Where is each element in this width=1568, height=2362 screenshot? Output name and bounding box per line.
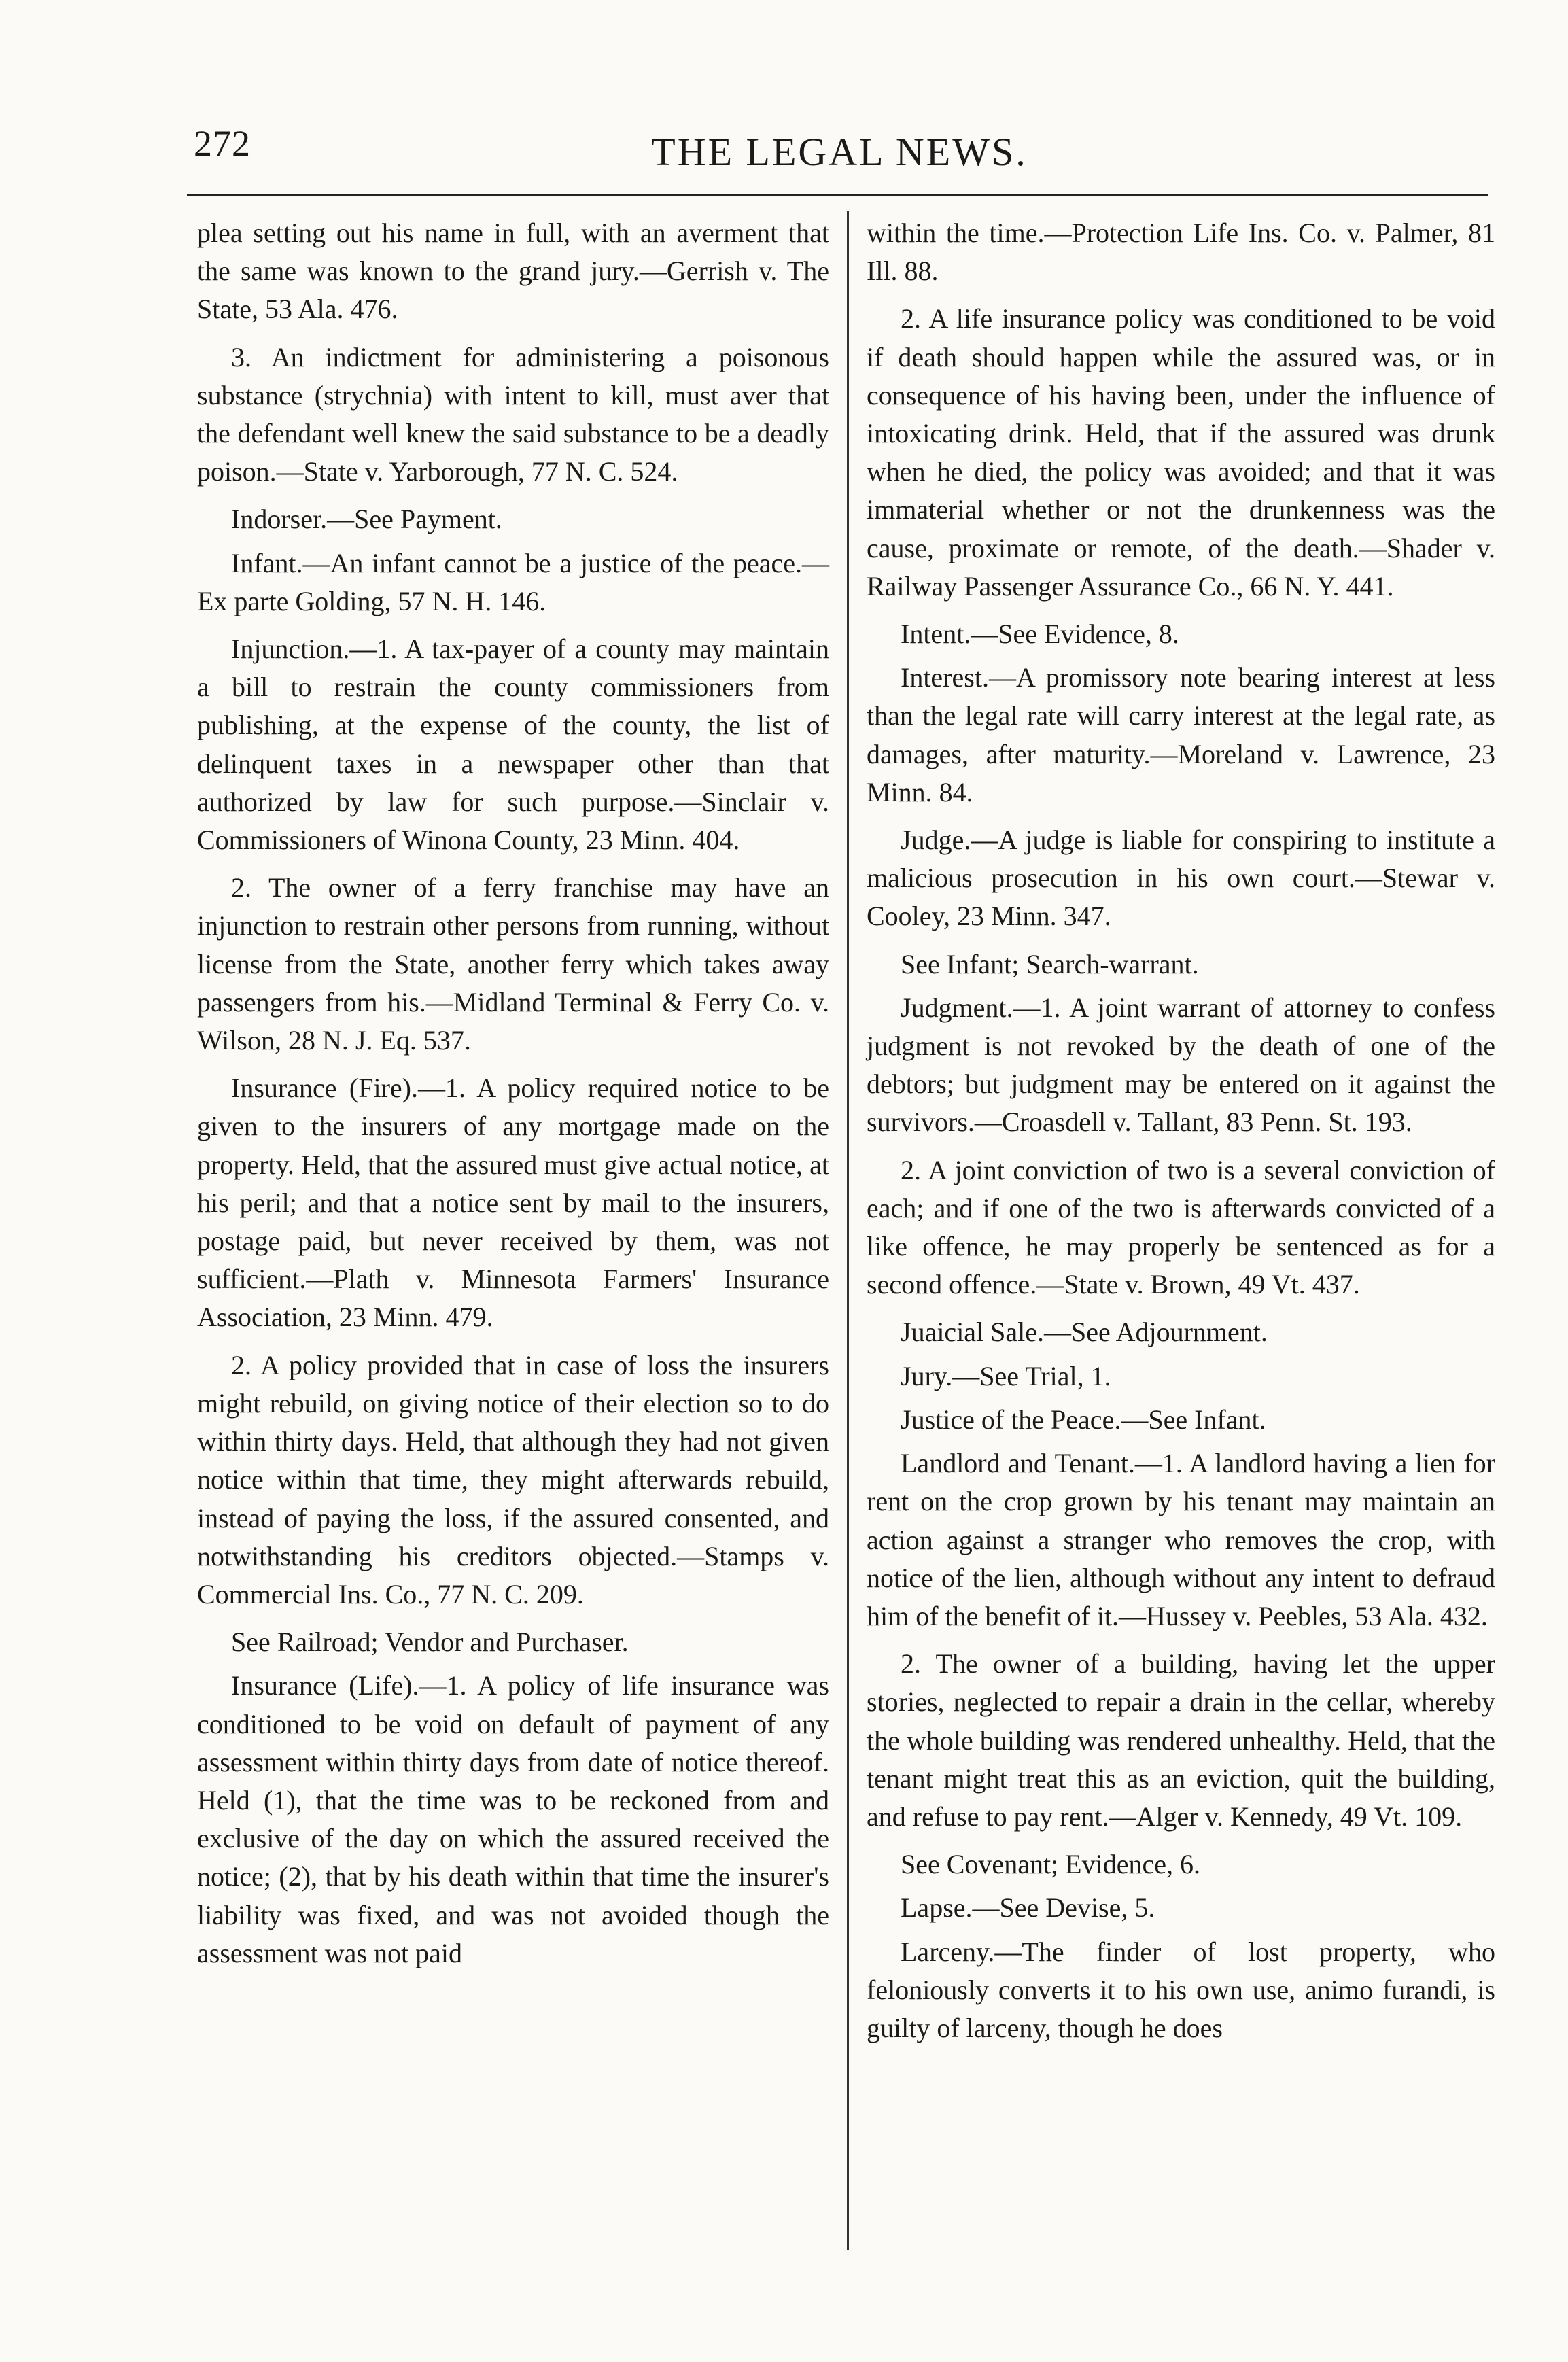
cross-reference: Lapse.—See Devise, 5. [901, 1892, 1155, 1924]
journal-title: THE LEGAL NEWS. [651, 130, 1028, 174]
cross-reference: Jury.—See Trial, 1. [901, 1360, 1111, 1391]
digest-entry: 2. The owner of a ferry franchise may have an injunction to restrain other persons from running, without license from the State, another ferry which takes away passengers from his.—Midland Terminal & Ferry Co. v. Wilson, 28 N. J. Eq. 537. [197, 872, 829, 1056]
digest-entry: Insurance (Fire).—1. A policy required notice to be given to the insurers of any mortgage made on the property. Held, that the assured must give actual notice, at his peril; and that a notice sent by mail to the insurers, postage paid, but never received by them, was not sufficient.—Plath v. Minnesota Farmers' Insurance Association, 23 Minn. 479. [197, 1073, 829, 1333]
cross-reference: See Infant; Search-warrant. [901, 948, 1199, 979]
cross-reference: See Railroad; Vendor and Purchaser. [231, 1627, 629, 1658]
left-column [197, 214, 829, 1982]
digest-entry: Insurance (Life).—1. A policy of life insurance was conditioned to be void on default of payment of any assessment within thirty days from date of notice thereof. Held (1), that the time was to be reckoned from and exclusive of the day on which the assured received the notice; (2), that by his death within that time the insurer's liability was fixed, and was not avoided though the assessment was not paid [197, 1670, 829, 1968]
column-divider [847, 211, 849, 2250]
digest-entry: Larceny.—The finder of lost property, who feloniously converts it to his own use, animo furandi, is guilty of larceny, though he does [867, 1936, 1495, 2043]
digest-entry: Landlord and Tenant.—1. A landlord having a lien for rent on the crop grown by his tenant may maintain an action against a stranger who removes the crop, with notice of the lien, although without any intent to defraud him of the benefit of it.—Hussey v. Peebles, 53 Ala. 432. [867, 1448, 1495, 1631]
digest-entry: 2. The owner of a building, having let the upper stories, neglected to repair a drain in the cellar, whereby the whole building was rendered unhealthy. Held, that the tenant might treat this as an eviction, quit the building, and refuse to pay rent.—Alger v. Kennedy, 49 Vt. 109. [867, 1648, 1495, 1832]
right-column [867, 214, 1495, 2057]
page-number: 272 [194, 123, 251, 164]
digest-entry: 2. A life insurance policy was conditioned to be void if death should happen while the assured was, or in consequence of his having been, under the influence of intoxicating drink. Held, that if the assured was drunk when he died, the policy was avoided; and that it was immaterial whether or not the drunkenness was the cause, proximate or remote, of the death.—Shader v. Railway Passenger Assurance Co., 66 N. Y. 441. [867, 303, 1495, 602]
digest-entry: Infant.—An infant cannot be a justice of the peace.—Ex parte Golding, 57 N. H. 146. [197, 547, 829, 616]
digest-entry: Judge.—A judge is liable for conspiring to institute a malicious prosecution in his own court.—Stewar v. Cooley, 23 Minn. 347. [867, 824, 1495, 932]
digest-entry: within the time.—Protection Life Ins. Co. v. Palmer, 81 Ill. 88. [867, 218, 1495, 287]
cross-reference: Indorser.—See Payment. [231, 504, 502, 535]
cross-reference: Intent.—See Evidence, 8. [901, 619, 1179, 650]
digest-entry: 3. An indictment for administering a poisonous substance (strychnia) with intent to kill, must aver that the defendant well knew the said substance to be a deadly poison.—State v. Yarborough, 77 N. C. 524. [197, 341, 829, 487]
digest-entry: Injunction.—1. A tax-payer of a county may maintain a bill to restrain the county commissioners from publishing, at the expense of the county, the list of delinquent taxes in a newspaper other than that authorized by law for such purpose.—Sinclair v. Commissioners of Winona County, 23 Minn. 404. [197, 633, 829, 856]
digest-entry: 2. A policy provided that in case of loss the insurers might rebuild, on giving notice of their election so to do within thirty days. Held, that although they had not given notice within that time, they might afterwards rebuild, instead of paying the loss, if the assured consented, and notwithstanding his creditors objected.—Stamps v. Commercial Ins. Co., 77 N. C. 209. [197, 1349, 829, 1610]
cross-reference: Justice of the Peace.—See Infant. [901, 1404, 1266, 1435]
digest-entry: Judgment.—1. A joint warrant of attorney to confess judgment is not revoked by the death of one of the debtors; but judgment may be entered on it against the survivors.—Croasdell v. Tallant, 83 Penn. St. 193. [867, 992, 1495, 1138]
cross-reference: See Covenant; Evidence, 6. [901, 1849, 1200, 1880]
digest-entry: plea setting out his name in full, with an averment that the same was known to the grand jury.—Gerrish v. The State, 53 Ala. 476. [197, 218, 829, 325]
cross-reference: Juaicial Sale.—See Adjournment. [901, 1317, 1268, 1348]
header-rule [187, 194, 1488, 196]
digest-entry: Interest.—A promissory note bearing interest at less than the legal rate will carry interest at the legal rate, as damages, after maturity.—Moreland v. Lawrence, 23 Minn. 84. [867, 662, 1495, 807]
digest-entry: 2. A joint conviction of two is a several conviction of each; and if one of the two is afterwards convicted of a like offence, he may properly be sentenced as for a second offence.—State v. Brown, 49 Vt. 437. [867, 1154, 1495, 1300]
page-header [194, 116, 1485, 190]
